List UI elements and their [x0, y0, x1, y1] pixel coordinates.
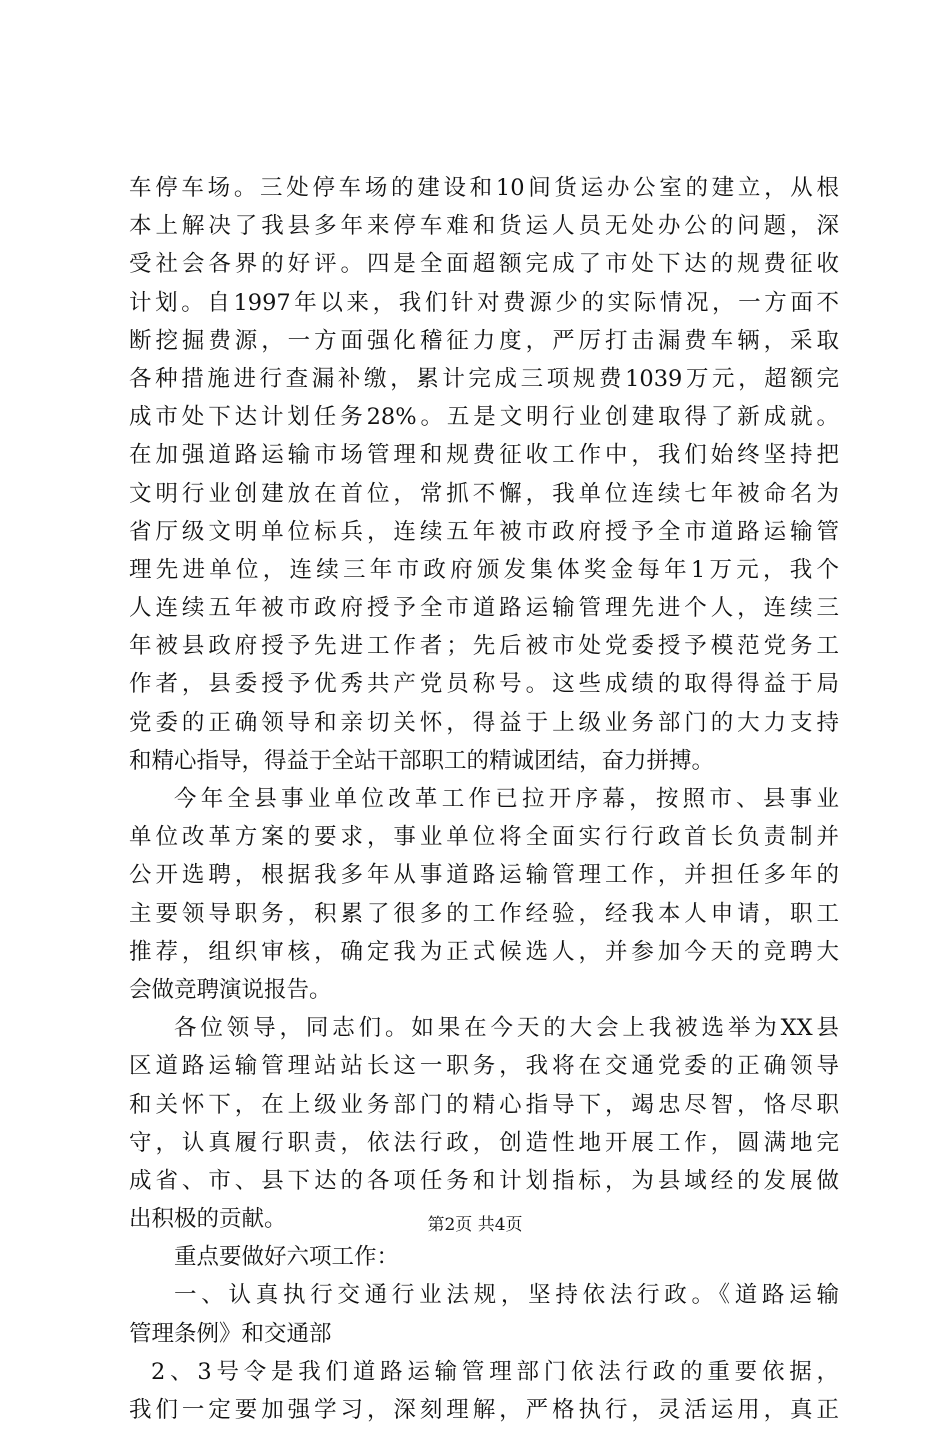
- text-line: 会做竞聘演说报告。: [129, 976, 332, 1003]
- text-line: 单位改革方案的要求，事业单位将全面实行行政首长负责制并: [129, 824, 839, 851]
- text-line: 本上解决了我县多年来停车难和货运人员无处办公的问题，深: [129, 213, 839, 240]
- page-footer: 第2页 共4页: [427, 1215, 523, 1235]
- text-line: 车停车场。三处停车场的建设和10间货运办公室的建立，从根: [129, 175, 839, 201]
- text-line: 在加强道路运输市场管理和规费征收工作中，我们始终坚持把: [129, 442, 839, 469]
- text-line: 党委的正确领导和亲切关怀，得益于上级业务部门的大力支持: [129, 709, 839, 736]
- text-line: 作者，县委授予优秀共产党员称号。这些成绩的取得得益于局: [129, 671, 839, 698]
- text-line: 一、认真执行交通行业法规，坚持依法行政。《道路运输: [174, 1282, 839, 1309]
- text-line: 推荐，组织审核，确定我为正式候选人，并参加今天的竞聘大: [129, 938, 839, 965]
- text-line: 年被县政府授予先进工作者；先后被市处党委授予模范党务工: [129, 633, 839, 660]
- text-line: 我们一定要加强学习，深刻理解，严格执行，灵活运用，真正: [129, 1397, 839, 1423]
- text-line: 各种措施进行查漏补缴，累计完成三项规费1039万元，超额完: [129, 365, 839, 392]
- text-line: 成市处下达计划任务28%。五是文明行业创建取得了新成就。: [129, 404, 839, 431]
- text-line: 省厅级文明单位标兵，连续五年被市政府授予全市道路运输管: [129, 518, 839, 545]
- text-line: 各位领导，同志们。如果在今天的大会上我被选举为XX县: [174, 1015, 839, 1042]
- text-line: 理先进单位，连续三年市政府颁发集体奖金每年1万元，我个: [129, 556, 839, 583]
- text-line: 公开选聘，根据我多年从事道路运输管理工作，并担任多年的: [129, 862, 839, 889]
- text-line: 计划。自1997年以来，我们针对费源少的实际情况，一方面不: [129, 289, 839, 316]
- text-line: 出积极的贡献。: [129, 1206, 287, 1233]
- text-line: 人连续五年被市政府授予全市道路运输管理先进个人，连续三: [129, 595, 839, 622]
- text-line: 区道路运输管理站站长这一职务，我将在交通党委的正确领导: [129, 1053, 839, 1080]
- text-line: 守，认真履行职责，依法行政，创造性地开展工作，圆满地完: [129, 1129, 839, 1156]
- text-line: 重点要做好六项工作：: [174, 1244, 400, 1271]
- text-line: 文明行业创建放在首位，常抓不懈，我单位连续七年被命名为: [129, 480, 839, 507]
- text-line: 受社会各界的好评。四是全面超额完成了市处下达的规费征收: [129, 251, 839, 278]
- text-line: 成省、市、县下达的各项任务和计划指标，为县域经的发展做: [129, 1167, 839, 1194]
- body-text: [129, 169, 839, 1429]
- text-line: 断挖掘费源，一方面强化稽征力度，严厉打击漏费车辆，采取: [129, 327, 839, 354]
- text-line: 管理条例》和交通部: [129, 1320, 332, 1347]
- text-line: 今年全县事业单位改革工作已拉开序幕，按照市、县事业: [174, 786, 839, 812]
- text-line: 主要领导职务，积累了很多的工作经验，经我本人申请，职工: [129, 900, 839, 927]
- text-line: 和关怀下，在上级业务部门的精心指导下，竭忠尽智，恪尽职: [129, 1091, 839, 1118]
- text-line: 和精心指导，得益于全站干部职工的精诚团结，奋力拼搏。: [129, 747, 715, 774]
- text-line: 2、3号令是我们道路运输管理部门依法行政的重要依据，: [151, 1358, 839, 1385]
